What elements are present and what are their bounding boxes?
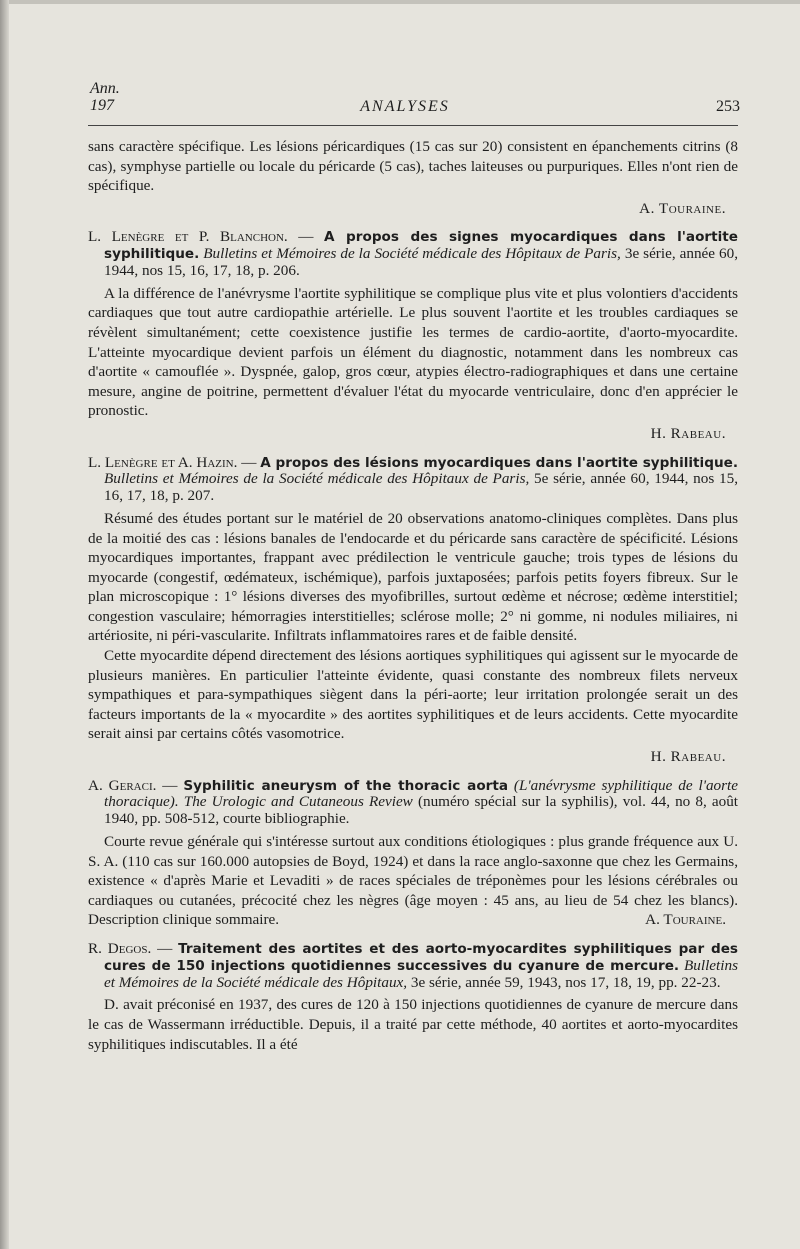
- analysis-entry: [88, 778, 738, 930]
- annotation-number: 197: [90, 97, 114, 114]
- authors: L. Lenègre et A. Hazin.: [88, 453, 238, 471]
- article-title: A propos des signes myocardiques dans l'aortite syphilitique.: [104, 229, 739, 263]
- reference: L. Lenègre et P. Blanchon. — A propos des signes myocardiques dans l'aortite syphilitique. Bulletins et Mémoires de la Société médicale des Hôpitaux de Paris, 3e série, année 60, 1944, nos 15, 16, 17, 18, p. 206.: [88, 228, 739, 279]
- abstract-paragraph: D. avait préconisé en 1937, des cures de 120 à 150 injections quotidiennes de cyanure de mercure dans le cas de Wassermann irréductible. Depuis, il a traité par cette méthode, 40 aortites et aorto-myocardites syphilitiques indiscutables. Il a été: [88, 996, 738, 1053]
- abstract-paragraph: Résumé des études portant sur le matériel de 20 observations anatomo-cliniques complètes. Dans plus de la moitié des cas : lésions banales de l'endocarde et du péricarde sans caractère de spécificité. Lésions myocardiques importantes, frappant avec prédilection le ventricule gauche; trois types de lésions du myocarde (congestif, œdémateux, ischémique), parfois juxtaposées; parfois petits foyers fibreux. Sur le plan microscopique : 1° lésions diverses des myofibrilles, surtout œdème et nécrose; œdème interstitiel; congestion vasculaire; hémorragies interstitielles; sclérose molle; 2° ni gomme, ni nodules miliaires, ni artériosite, ni péri-vascularite. Infiltrats inflammatoires rares et de faible densité.: [88, 509, 738, 645]
- page-number: 253: [716, 98, 740, 115]
- page-body: [88, 137, 738, 1054]
- authors: A. Geraci.: [88, 776, 157, 794]
- reference: L. Lenègre et A. Hazin. — A propos des lésions myocardiques dans l'aortite syphilitique. Bulletins et Mémoires de la Société médicale des Hôpitaux de Paris, 5e série, année 60, 1944, nos 15, 16, 17, 18, p. 207.: [88, 453, 739, 505]
- header-rule: [88, 125, 738, 126]
- article-title: A propos des lésions myocardiques dans l'aortite syphilitique.: [260, 454, 739, 471]
- reference-details: 5e série, année 60, 1944, nos 15, 16, 17, 18, p. 207.: [104, 470, 739, 505]
- abstract-paragraph: A la différence de l'anévrysme l'aortite syphilitique se complique plus vite et plus volontiers d'accidents cardiaques que tout autre cardiopathie artérielle. Le plus souvent l'aortite et les troubles cardiaques se révèlent simultanément; cette coexistence justifie les termes de cardio-aortite, d'aorto-myocardite. L'atteinte myocardique devient parfois un élément du diagnostic, notamment dans les nombreux cas d'aortite « camouflée ». Dyspnée, galop, gros cœur, atypies électro-radiographiques et dans une certaine mesure, angine de poitrine, permettent d'évaluer l'état du myocarde ventriculaire, donc d'en apprécier le pronostic.: [88, 284, 738, 420]
- signature: H. Rabeau.: [650, 424, 726, 442]
- intro-paragraph: sans caractère spécifique. Les lésions péricardiques (15 cas sur 20) consistent en épanchements citrins (8 cas), symphyse partielle ou locale du péricarde (5 cas), taches laiteuses ou purpuriques. Elles n'ont rien de spécifique.: [88, 138, 738, 195]
- authors: L. Lenègre et P. Blanchon.: [88, 228, 288, 246]
- intro-signature: A. Touraine.: [639, 199, 726, 217]
- abstract-paragraph: Cette myocardite dépend directement des lésions aortiques syphilitiques qui agissent sur le myocarde de plusieurs manières. En particulier l'atteinte évidente, quasi constante des nombreux filets nerveux sympathiques et para-sympathiques siègent dans la péri-aorte; leur irritation prolongée serait un des facteurs importants de la « myocardite » des aortites syphilitiques et de leurs accidents. Cette myocardite serait ainsi par certains côtés vasomotrice.: [88, 647, 738, 743]
- reference-details: (numéro spécial sur la syphilis), vol. 44, no 8, août 1940, pp. 508-512, courte bibliographie.: [104, 793, 739, 828]
- analysis-entry: [88, 941, 738, 1054]
- annotation-ann: Ann.: [90, 80, 120, 97]
- signature: A. Touraine.: [645, 911, 726, 929]
- abstract-paragraph: Courte revue générale qui s'intéresse surtout aux conditions étiologiques : plus grande fréquence aux U. S. A. (110 cas sur 160.000 autopsies de Boyd, 1924) et dans la race anglo-saxonne que chez les Germains, existence « d'après Marie et Levaditi » de races spéciales de tréponèmes pour les lésions cérébrales ou cardiaques ou cutanées, précocité chez les nègres (âge moyen : 45 ans, au lieu de 54 chez les blancs). Description clinique sommaire. A. Touraine.: [88, 833, 738, 929]
- analysis-entry: [88, 229, 738, 443]
- reference-details: 3e série, année 59, 1943, nos 17, 18, 19, pp. 22-23.: [410, 973, 721, 991]
- authors: R. Degos.: [88, 939, 152, 957]
- reference: A. Geraci. — Syphilitic aneurysm of the thoracic aorta (L'anévrysme syphilitique de l'aorte thoracique). The Urologic and Cutaneous Review (numéro spécial sur la syphilis), vol. 44, no 8, août 1940, pp. 508-512, courte bibliographie.: [88, 776, 739, 828]
- article-title: Syphilitic aneurysm of the thoracic aorta: [183, 777, 509, 794]
- journal: Bulletins et Mémoires de la Société médicale des Hôpitaux de Paris,: [203, 245, 621, 263]
- reference: R. Degos. — Traitement des aortites et des aorto-myocardites syphilitiques par des cures de 150 injections quotidiennes successives du cyanure de mercure. Bulletins et Mémoires de la Société médicale des Hôpitaux, 3e série, année 59, 1943, nos 17, 18, 19, pp. 22-23.: [88, 939, 739, 991]
- article-title: Traitement des aortites et des aorto-myocardites syphilitiques par des cures de 150 injections quotidiennes successives du cyanure de mercure.: [104, 940, 739, 974]
- running-head-left: [90, 80, 120, 114]
- analysis-entry: [88, 455, 738, 767]
- journal: Bulletins et Mémoires de la Société médicale des Hôpitaux,: [104, 956, 738, 991]
- signature: H. Rabeau.: [650, 748, 726, 766]
- reference-details: 3e série, année 60, 1944, nos 15, 16, 17, 18, p. 206.: [104, 245, 738, 279]
- running-head-title: ANALYSES: [360, 98, 450, 115]
- journal: Bulletins et Mémoires de la Société médicale des Hôpitaux de Paris,: [104, 470, 530, 488]
- journal: (L'anévrysme syphilitique de l'aorte thoracique). The Urologic and Cutaneous Review: [104, 776, 739, 811]
